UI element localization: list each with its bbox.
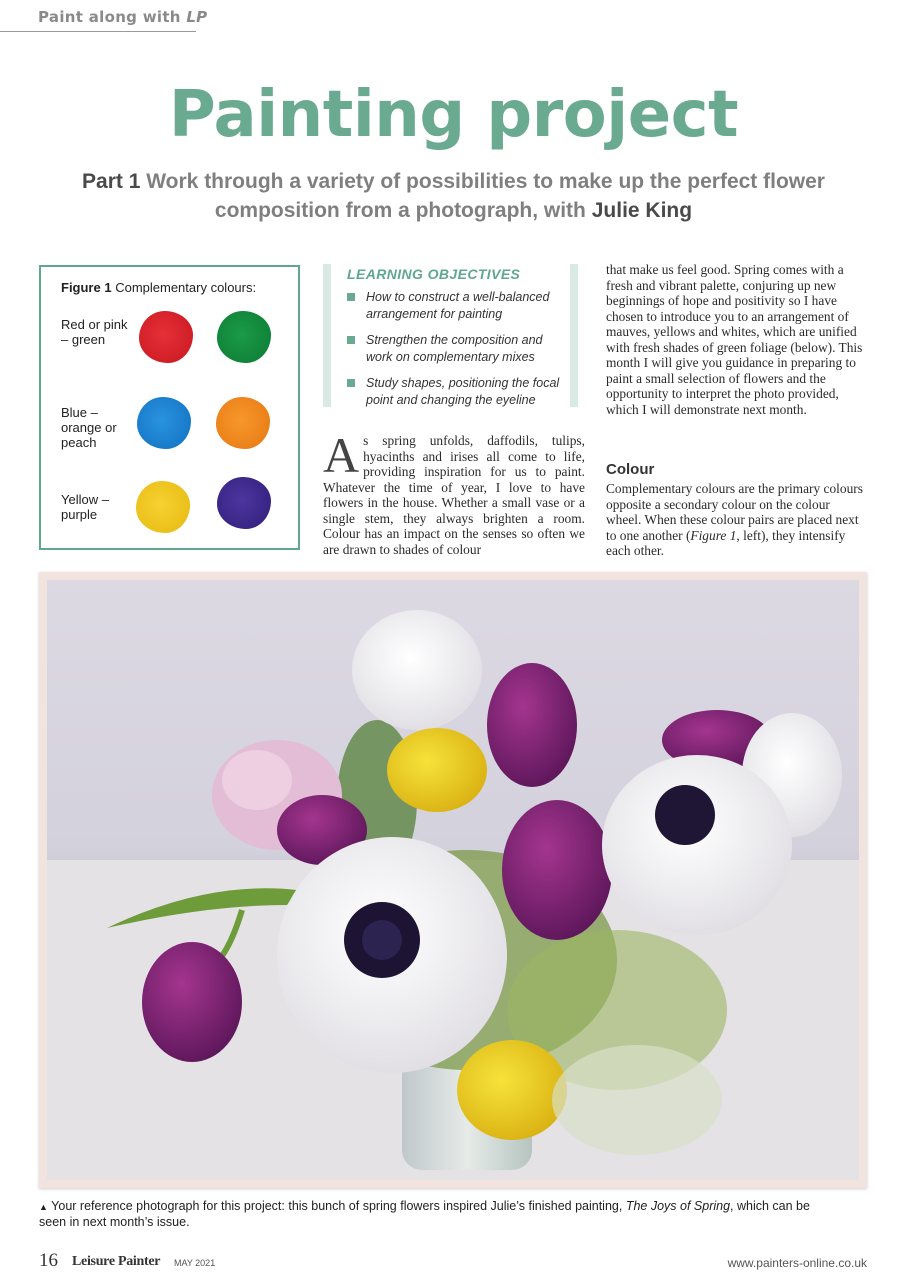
issue-date: MAY 2021 xyxy=(174,1258,216,1268)
figure-caption: Figure 1 Complementary colours: xyxy=(61,280,257,295)
subtitle-part: Part 1 xyxy=(82,170,141,193)
blue-swatch xyxy=(137,397,191,449)
magazine-name: Leisure Painter xyxy=(72,1254,161,1269)
orange-swatch xyxy=(216,397,270,449)
learning-objectives xyxy=(323,264,578,407)
caption-marker-icon: ▲ xyxy=(39,1202,48,1212)
article-paragraph-2: Complementary colours are the primary colours opposite a secondary colour on the colour wheel. When these colour pairs are placed next to one another (Figure 1, left), they intensify each other. xyxy=(606,481,863,558)
reference-photograph xyxy=(47,580,859,1180)
subtitle-author: Julie King xyxy=(591,199,693,222)
subtitle-text: Work through a variety of possibilities to make up the perfect flower composition from a photograph, with xyxy=(146,170,825,222)
pair-label-red-green: Red or pink – green xyxy=(61,317,128,347)
article-column-1 xyxy=(323,427,585,557)
yellow-swatch xyxy=(136,481,190,533)
page-number: 16 xyxy=(39,1250,58,1271)
pair-label-blue-orange: Blue – orange or peach xyxy=(61,405,117,450)
objective-item: Strengthen the composition and work on complementary mixes xyxy=(347,332,570,366)
red-swatch xyxy=(139,311,193,363)
flower-bouquet-image xyxy=(47,580,859,1180)
article-column-2: that make us feel good. Spring comes with a fresh and vibrant palette, conjuring up new beginnings of hope and positivity so I have chosen to introduce you to an arrangement of mauves, yellows and whites, which are unified with fresh shades of green foliage (below). This month I will give you guidance in preparing to paint a small selection of flowers and the opportunity to interpret the photo provided, which I will demonstrate next month. xyxy=(606,262,863,417)
green-swatch xyxy=(217,311,271,363)
drop-cap: A xyxy=(323,427,360,483)
page-title: Painting project xyxy=(168,78,739,152)
header-rule xyxy=(0,31,196,32)
photo-frame xyxy=(39,572,867,1188)
colour-heading: Colour xyxy=(606,461,655,478)
objective-item: How to construct a well-balanced arrangement for painting xyxy=(347,289,570,323)
pair-label-yellow-purple: Yellow – purple xyxy=(61,492,109,522)
figure-1-box xyxy=(39,265,300,550)
objectives-heading: LEARNING OBJECTIVES xyxy=(347,266,521,282)
bullet-icon xyxy=(347,293,355,301)
objective-item: Study shapes, positioning the focal point and changing the eyeline xyxy=(347,375,570,409)
purple-swatch xyxy=(217,477,271,529)
section-tag: Paint along with LP xyxy=(38,8,208,26)
article-paragraph-1: s spring unfolds, daffodils, tulips, hyacinths and irises all come to life, providing inspiration for us to paint. Whatever the time of year, I love to have flowers in the house. Whether a small vase or a single stem, they always brighten a room. Colour has an impact on the senses so often we are drawn to shades of colour xyxy=(323,433,585,557)
subtitle xyxy=(60,167,847,225)
photo-caption: ▲ Your reference photograph for this project: this bunch of spring flowers inspired Julie’s finished painting, The Joys of Spring, which can be seen in next month’s issue. xyxy=(39,1199,810,1229)
bullet-icon xyxy=(347,379,355,387)
bullet-icon xyxy=(347,336,355,344)
website-link[interactable]: www.painters-online.co.uk xyxy=(727,1256,867,1270)
